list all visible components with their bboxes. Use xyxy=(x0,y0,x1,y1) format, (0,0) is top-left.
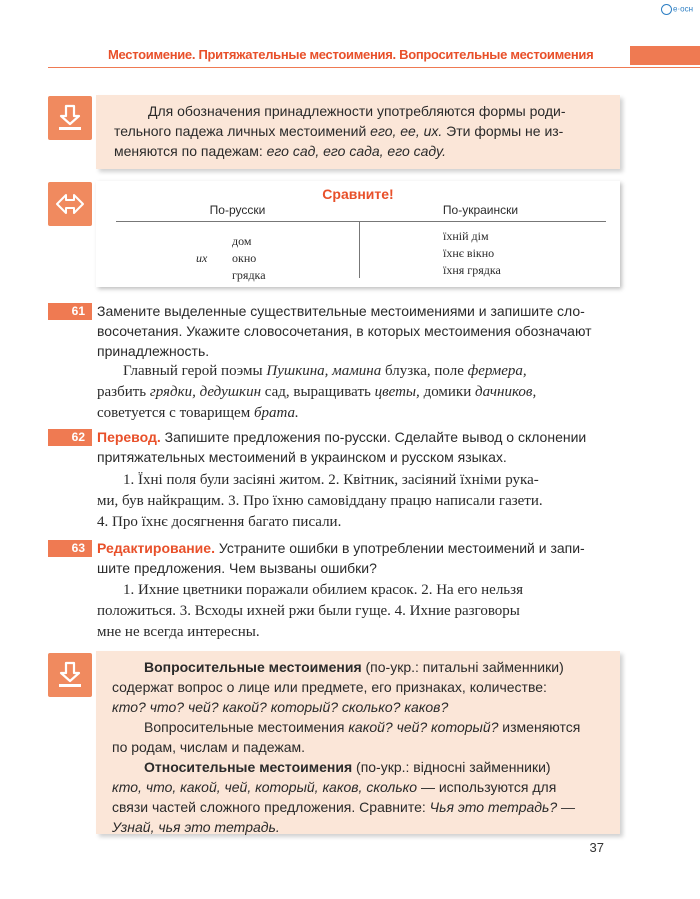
rule-icon xyxy=(48,96,92,140)
compare-title: Сравните! xyxy=(322,186,394,202)
note2-line: Вопросительные местоимения какой? чей? который? изменяются xyxy=(144,719,581,735)
header-accent-bar xyxy=(630,46,700,65)
note2-line: Узнай, чья это тетрадь. xyxy=(112,819,280,835)
download-icon xyxy=(55,660,85,690)
ru-word: дом xyxy=(232,234,252,248)
ru-word: грядка xyxy=(232,268,266,282)
ua-word: їхній дім xyxy=(443,229,489,243)
page-number: 37 xyxy=(589,840,604,855)
text-line: Главный герой поэмы Пушкина, мамина блузка, поле фермера, xyxy=(123,363,527,379)
task-line: шите предложения. Чем вызваны ошибки? xyxy=(97,560,377,576)
task-line: притяжательных местоимений в украинском и русском языках. xyxy=(97,449,507,465)
header-rule xyxy=(48,67,700,68)
publisher-logo: е·осн xyxy=(661,4,693,15)
exercise-62-task xyxy=(97,427,627,467)
note2-line: кто? что? чей? какой? который? сколько? каков? xyxy=(112,699,449,715)
exercise-61-text xyxy=(97,361,627,424)
note1-line1: Для обозначения принадлежности употребляются формы роди- xyxy=(148,103,566,119)
ua-word: їхнє вікно xyxy=(443,246,495,260)
compare-column-divider xyxy=(359,222,360,278)
rule-note-interrogative xyxy=(96,651,620,834)
text-line: ми, був найкращим. 3. Про їхню самовіддану працю написали газети. xyxy=(97,493,543,509)
exercise-61-task xyxy=(97,301,627,361)
text-line: мне не всегда интересны. xyxy=(97,624,260,640)
download-icon xyxy=(55,103,85,133)
ru-word: окно xyxy=(232,251,257,265)
exercise-number-63: 63 xyxy=(48,540,92,557)
compare-header-rule xyxy=(116,221,606,222)
task-line: принадлежность. xyxy=(97,343,210,359)
compare-table xyxy=(96,181,620,287)
compare-ru-words xyxy=(232,233,266,284)
exercise-63-text xyxy=(97,580,627,643)
compare-pronoun: их xyxy=(196,251,208,265)
text-line: 1. Їхні поля були засіяні житом. 2. Квітник, засіяний їхніми рука- xyxy=(123,472,539,488)
exercise-number-61: 61 xyxy=(48,303,92,320)
note2-line: связи частей сложного предложения. Сравните: Чья это тетрадь? — xyxy=(112,799,576,815)
compare-icon-box xyxy=(48,182,92,226)
task-line: Перевод. Запишите предложения по-русски. Сделайте вывод о склонении xyxy=(97,429,587,445)
task-line: Замените выделенные существительные местоимениями и запишите сло- xyxy=(97,303,585,319)
exercise-number-62: 62 xyxy=(48,429,92,446)
text-line: советуется с товарищем брата. xyxy=(97,405,299,421)
text-line: положиться. 3. Всходы ихней ржи были гуще. 4. Ихние разговоры xyxy=(97,603,520,619)
text-line: разбить грядки, дедушкин сад, выращивать цветы, домики дачников, xyxy=(97,384,537,400)
text-line: 4. Про їхнє досягнення багато писали. xyxy=(97,514,342,530)
rule-note-possession xyxy=(96,95,620,169)
rule-icon xyxy=(48,653,92,697)
page-header-title: Местоимение. Притяжательные местоимения. Вопросительные местоимения xyxy=(108,47,594,62)
task-line: восочетания. Укажите словосочетания, в которых местоимения обозначают xyxy=(97,323,592,339)
note2-line: по родам, числам и падежам. xyxy=(112,739,306,755)
exercise-63-task xyxy=(97,538,627,578)
note2-line: Вопросительные местоимения (по-укр.: питальні займенники) xyxy=(144,659,564,675)
exercise-62-text xyxy=(97,470,627,533)
compare-col-ukrainian: По-украински xyxy=(442,203,519,217)
compare-col-russian: По-русски xyxy=(209,203,266,217)
note1-line2: тельного падежа личных местоимений его, ее, их. Эти формы не из- xyxy=(114,123,564,139)
note2-line: кто, что, какой, чей, который, каков, сколько — используются для xyxy=(112,779,557,795)
ua-word: їхня грядка xyxy=(443,263,501,277)
task-line: Редактирование. Устраните ошибки в употреблении местоимений и запи- xyxy=(97,540,585,556)
note1-line3: меняются по падежам: его сад, его сада, его саду. xyxy=(114,143,446,159)
double-arrow-icon xyxy=(54,189,86,219)
note2-line: Относительные местоимения (по-укр.: відносні займенники) xyxy=(144,759,551,775)
text-line: 1. Ихние цветники поражали обилием красок. 2. На его нельзя xyxy=(123,582,523,598)
compare-ua-words xyxy=(443,228,501,279)
note2-line: содержат вопрос о лице или предмете, его признаках, количестве: xyxy=(112,679,547,695)
